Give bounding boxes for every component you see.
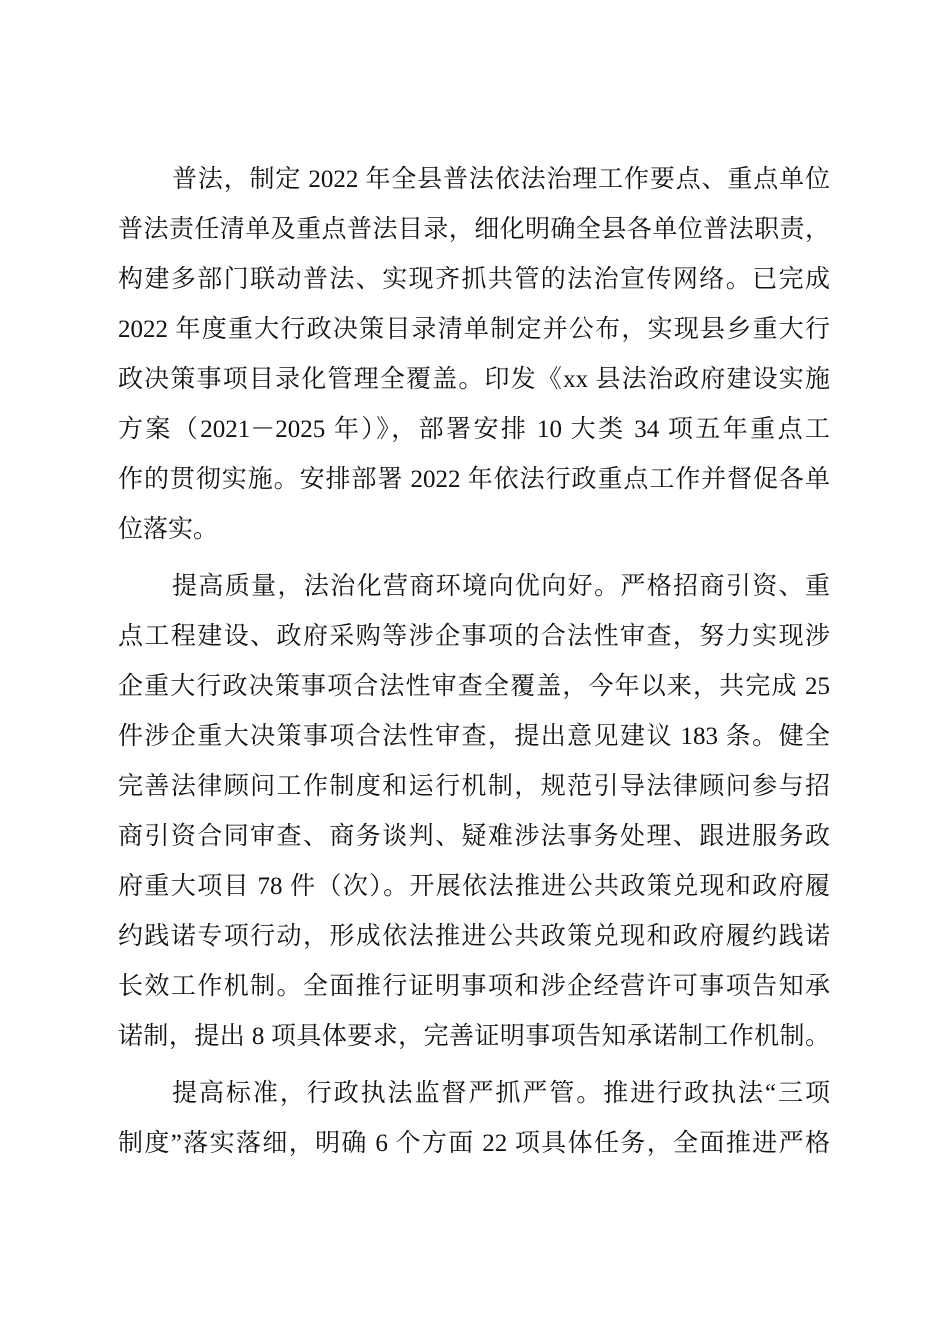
paragraph-popularizing-law <box>118 155 830 555</box>
text-line: 约践诺专项行动，形成依法推进公共政策兑现和政府履约践诺 <box>118 923 830 950</box>
text-line: 点工程建设、政府采购等涉企事项的合法性审查，努力实现涉 <box>118 623 830 650</box>
text-line: 方案（2021－2025 年）》，部署安排 10 大类 34 项五年重点工 <box>118 416 830 443</box>
text-line: 提高标准，行政执法监督严抓严管。推进行政执法“三项 <box>172 1080 830 1107</box>
text-line: 件涉企重大决策事项合法性审查，提出意见建议 183 条。健全 <box>118 723 830 750</box>
text-line: 制度”落实落细，明确 6 个方面 22 项具体任务，全面推进严格 <box>118 1130 830 1157</box>
text-line: 完善法律顾问工作制度和运行机制，规范引导法律顾问参与招 <box>118 773 830 800</box>
text-line: 府重大项目 78 件（次）。开展依法推进公共政策兑现和政府履 <box>118 873 830 900</box>
text-line: 2022 年度重大行政决策目录清单制定并公布，实现县乡重大行 <box>118 316 830 343</box>
text-line: 作的贯彻实施。安排部署 2022 年依法行政重点工作并督促各单 <box>118 466 830 493</box>
text-line: 企重大行政决策事项合法性审查全覆盖，今年以来，共完成 25 <box>118 673 830 700</box>
text-line: 普法责任清单及重点普法目录，细化明确全县各单位普法职责， <box>118 216 830 243</box>
paragraph-law-enforcement <box>118 1069 830 1169</box>
text-line: 构建多部门联动普法、实现齐抓共管的法治宣传网络。已完成 <box>118 266 830 293</box>
document-body <box>118 155 830 1169</box>
text-line: 普法，制定 2022 年全县普法依法治理工作要点、重点单位 <box>172 166 830 193</box>
text-line: 位落实。 <box>118 516 219 543</box>
paragraph-business-environment <box>118 562 830 1062</box>
text-line: 诺制，提出 8 项具体要求，完善证明事项告知承诺制工作机制。 <box>118 1023 830 1050</box>
text-line: 提高质量，法治化营商环境向优向好。严格招商引资、重 <box>172 573 830 600</box>
text-line: 商引资合同审查、商务谈判、疑难涉法事务处理、跟进服务政 <box>118 823 830 850</box>
text-line: 长效工作机制。全面推行证明事项和涉企经营许可事项告知承 <box>118 973 830 1000</box>
text-line: 政决策事项目录化管理全覆盖。印发《xx 县法治政府建设实施 <box>118 366 830 393</box>
